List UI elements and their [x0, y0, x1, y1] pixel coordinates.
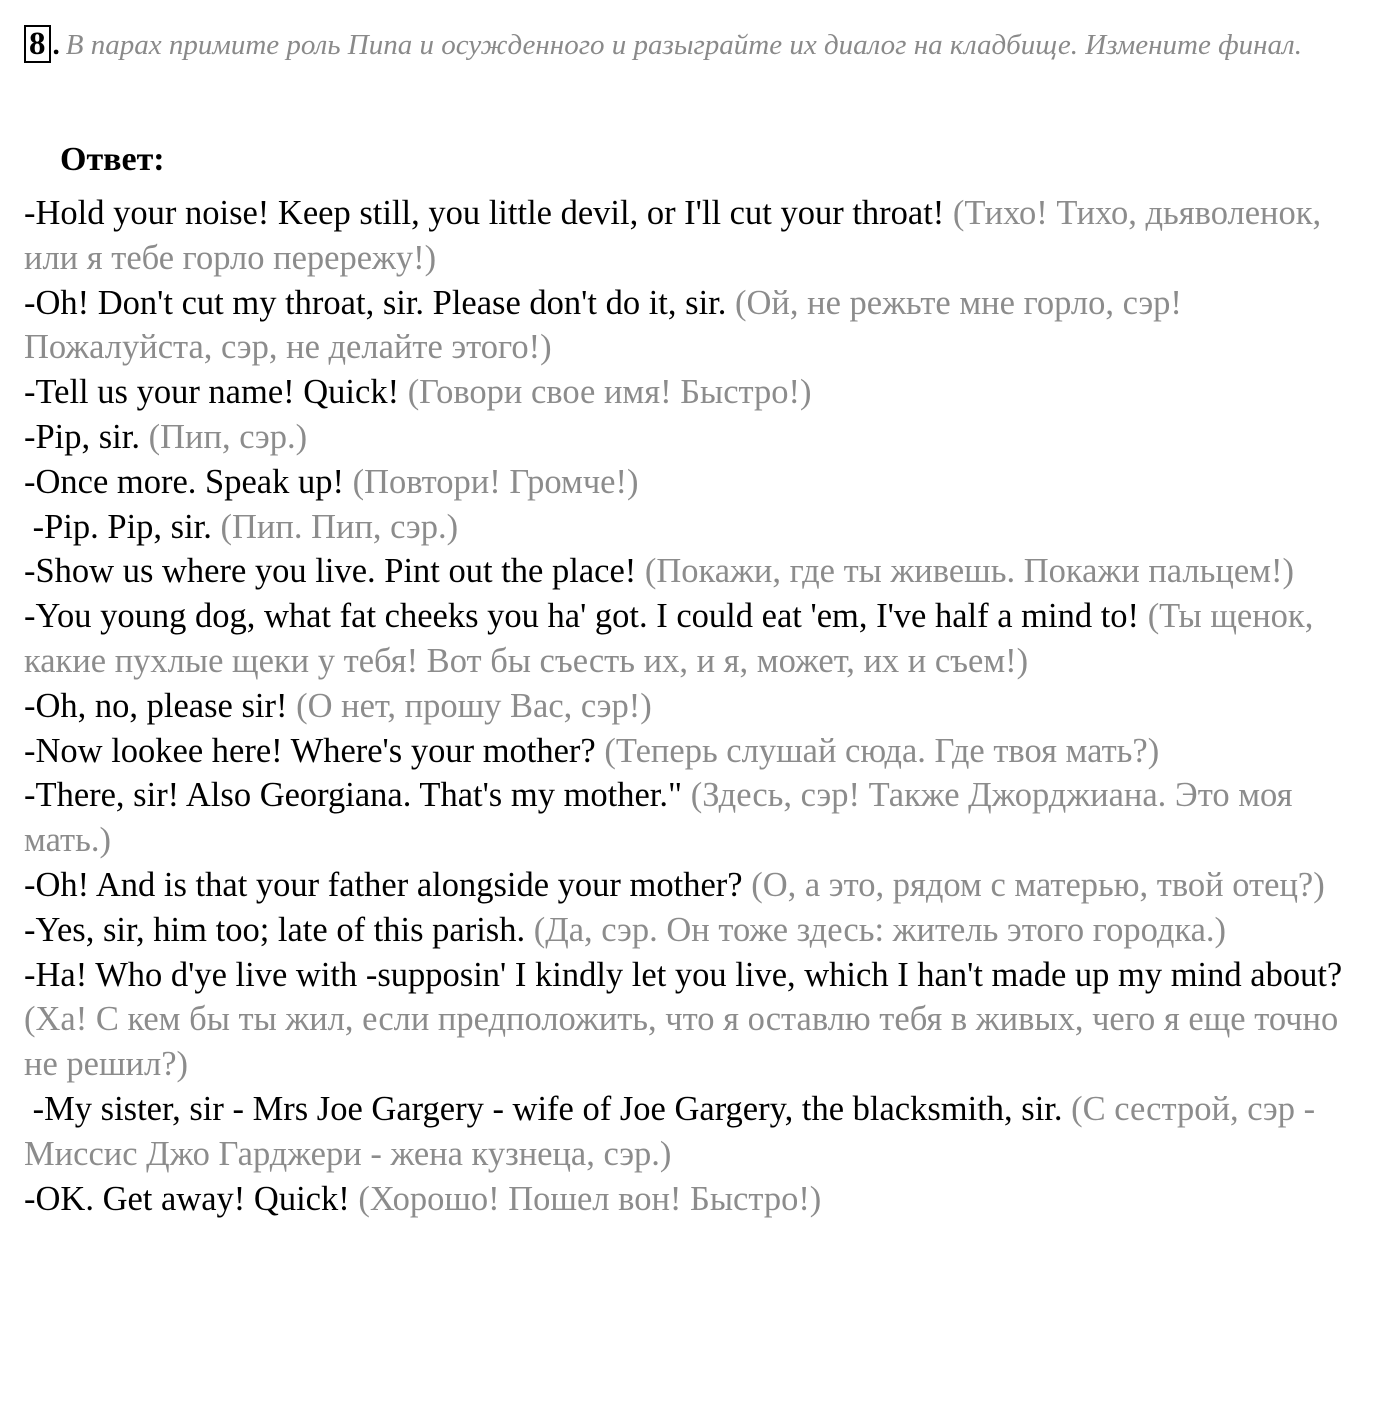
russian-translation: (Ха! С кем бы ты жил, если предположить, что я оставлю тебя в живых, чего я еще точно не решил?) — [24, 1000, 1339, 1084]
dialogue-line — [24, 370, 1354, 415]
russian-translation: (Пип, сэр.) — [148, 417, 308, 456]
answer-heading: Ответ: — [60, 141, 165, 178]
dialogue-line — [24, 460, 1354, 505]
english-line: -My sister, sir - Mrs Joe Gargery - wife of Joe Gargery, the blacksmith, sir. — [32, 1089, 1063, 1128]
english-line: -Now lookee here! Where's your mother? — [24, 731, 596, 770]
line-indent — [24, 508, 33, 546]
dialogue-line — [24, 953, 1354, 1087]
english-line: -Oh! Don't cut my throat, sir. Please don't do it, sir. — [24, 283, 727, 322]
russian-translation: (Ты щенок, какие пухлые щеки у тебя! Вот бы съесть их, и я, может, их и съем!) — [24, 597, 1314, 680]
russian-translation: (Тихо! Тихо, дьяволенок, или я тебе горло перережу!) — [24, 194, 1322, 277]
task-block — [24, 24, 1344, 66]
english-line: -Tell us your name! Quick! — [24, 373, 400, 412]
russian-translation: (Пип. Пип, сэр.) — [220, 507, 459, 546]
dialogue-line — [24, 594, 1354, 684]
task-number-dot: . — [52, 29, 60, 61]
russian-translation: (С сестрой, сэр - Миссис Джо Гарджери - жена кузнеца, сэр.) — [24, 1089, 1316, 1173]
russian-translation: (Здесь, сэр! Также Джорджиана. Это моя мать.) — [24, 776, 1293, 860]
russian-translation: (Повтори! Громче!) — [352, 462, 639, 501]
english-line: -Yes, sir, him too; late of this parish. — [24, 910, 526, 949]
russian-translation: (Хорошо! Пошел вон! Быстро!) — [358, 1179, 822, 1218]
task-number: 8 — [24, 25, 51, 63]
english-line: -Hold your noise! Keep still, you little devil, or I'll cut your throat! — [24, 194, 945, 232]
english-line: -Oh! And is that your father alongside your mother? — [24, 865, 743, 904]
english-line: -Pip, sir. — [24, 417, 140, 456]
dialogue-line — [24, 549, 1354, 594]
dialogue-line — [24, 1087, 1354, 1177]
russian-translation: (Ой, не режьте мне горло, сэр! Пожалуйста, сэр, не делайте этого!) — [24, 283, 1182, 367]
english-line: -You young dog, what fat cheeks you ha' got. I could eat 'em, I've half a mind to! — [24, 597, 1140, 636]
english-line: -Show us where you live. Pint out the place! — [24, 552, 637, 591]
task-instruction: В парах примите роль Пипа и осужденного и разыграйте их диалог на кладбище. Измените финал. — [65, 29, 1302, 61]
dialogue-line — [24, 1177, 1354, 1222]
english-line: -Ha! Who d'ye live with -supposin' I kindly let you live, which I han't made up my mind about? — [24, 955, 1343, 994]
english-line: -There, sir! Also Georgiana. That's my mother." — [24, 776, 683, 815]
english-line: -OK. Get away! Quick! — [24, 1179, 350, 1218]
dialogue — [24, 191, 1354, 1221]
dialogue-line — [24, 191, 1354, 281]
english-line: -Pip. Pip, sir. — [32, 507, 212, 546]
dialogue-line — [24, 773, 1354, 863]
russian-translation: (Теперь слушай сюда. Где твоя мать?) — [604, 731, 1160, 770]
dialogue-line — [24, 729, 1354, 774]
russian-translation: (Говори свое имя! Быстро!) — [407, 373, 812, 412]
dialogue-line — [24, 415, 1354, 460]
dialogue-line — [24, 505, 1354, 550]
dialogue-line — [24, 863, 1354, 908]
russian-translation: (О нет, прошу Вас, сэр!) — [296, 686, 652, 725]
dialogue-line — [24, 908, 1354, 953]
russian-translation: (О, а это, рядом с матерью, твой отец?) — [751, 865, 1325, 904]
line-indent — [24, 1090, 33, 1128]
dialogue-line — [24, 281, 1354, 371]
russian-translation: (Да, сэр. Он тоже здесь: житель этого городка.) — [533, 910, 1227, 949]
dialogue-line — [24, 684, 1354, 729]
russian-translation: (Покажи, где ты живешь. Покажи пальцем!) — [644, 552, 1294, 591]
english-line: -Once more. Speak up! — [24, 462, 344, 501]
english-line: -Oh, no, please sir! — [24, 686, 288, 725]
